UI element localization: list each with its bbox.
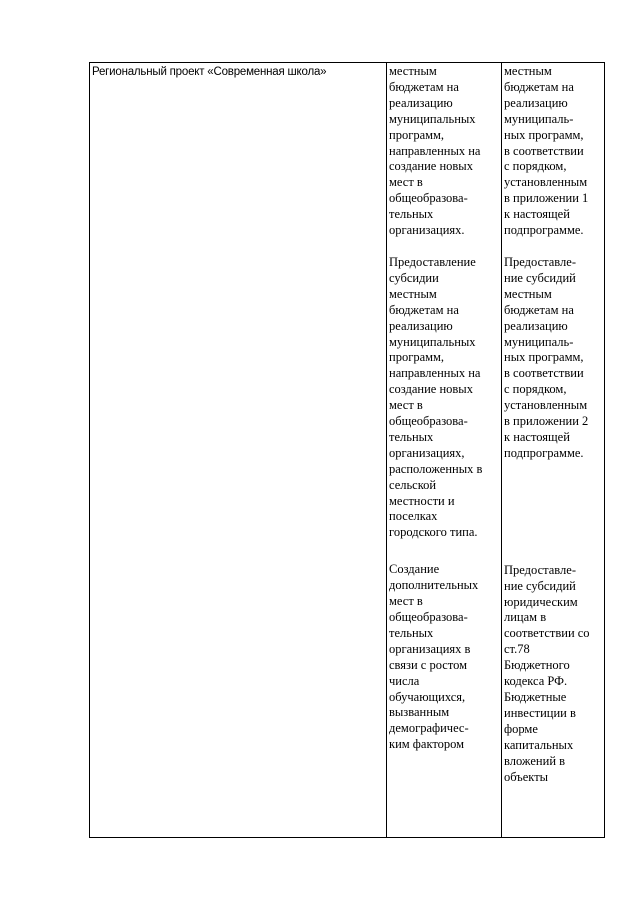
text-line: реализацию xyxy=(389,95,453,110)
text-line: ст.78 xyxy=(504,642,530,657)
text-line: муниципальных xyxy=(389,111,476,126)
text-line: подпрограмме. xyxy=(504,445,584,460)
text-line: направленных на xyxy=(389,143,481,158)
text-line: числа xyxy=(389,673,420,688)
text-line: соответствии со xyxy=(504,626,590,641)
text-line: подпрограмме. xyxy=(504,223,584,238)
text-line: юридическим xyxy=(504,594,578,609)
project-name-cell xyxy=(90,63,386,837)
text-line: тельных xyxy=(389,429,434,444)
mechanism-3-text xyxy=(504,563,604,786)
text-line: местным xyxy=(389,64,437,78)
subprogram-table xyxy=(89,62,605,838)
mechanism-1-text xyxy=(504,64,604,239)
text-line: вызванным xyxy=(389,705,450,720)
text-line: объекты xyxy=(504,769,549,784)
text-line: обучающихся, xyxy=(389,689,466,704)
mechanism-2-text xyxy=(504,255,604,462)
text-line: дополнительных xyxy=(389,578,479,593)
text-line: сельской xyxy=(389,477,437,492)
text-line: общеобразова- xyxy=(389,414,468,429)
text-line: бюджетам на xyxy=(389,302,459,317)
text-line: организациях в xyxy=(389,641,471,656)
text-line: создание новых xyxy=(389,159,473,174)
mechanism-cell xyxy=(502,63,606,837)
text-line: местным xyxy=(504,286,552,301)
text-line: Предоставле- xyxy=(504,562,576,577)
text-line: установленным xyxy=(504,175,588,190)
text-line: общеобразова- xyxy=(389,610,468,624)
text-line: к настоящей xyxy=(504,207,570,222)
text-line: связи с ростом xyxy=(389,657,468,672)
text-line: Бюджетного xyxy=(504,658,570,673)
text-line: местным xyxy=(389,286,437,301)
text-line: вложений в xyxy=(504,753,566,768)
text-line: муниципаль- xyxy=(504,111,574,126)
text-line: тельных xyxy=(389,207,434,222)
text-line: реализацию xyxy=(504,95,568,110)
measures-cell xyxy=(387,63,501,837)
text-line: демографичес- xyxy=(389,721,469,736)
text-line: Предоставление xyxy=(389,254,476,269)
text-line: организациях, xyxy=(389,445,465,460)
text-line: организациях. xyxy=(389,223,465,238)
text-line: с порядком, xyxy=(504,382,567,397)
text-line: ние субсидий xyxy=(504,578,576,593)
measure-1-text xyxy=(389,64,499,239)
measure-2-text xyxy=(389,255,499,541)
text-line: бюджетам на xyxy=(504,302,574,317)
text-line: Создание xyxy=(389,562,440,577)
text-line: муниципальных xyxy=(389,334,476,349)
text-line: Бюджетные xyxy=(504,690,567,704)
text-line: в соответствии xyxy=(504,366,584,381)
text-line: Предоставле- xyxy=(504,254,576,269)
text-line: бюджетам на xyxy=(389,79,459,94)
text-line: местным xyxy=(504,64,552,78)
text-line: форме xyxy=(504,721,538,736)
text-line: программ, xyxy=(389,350,445,365)
text-line: общеобразова- xyxy=(389,191,468,206)
text-line: кодекса РФ. xyxy=(504,674,568,689)
text-line: ким фактором xyxy=(389,737,465,752)
text-line: в приложении 2 xyxy=(504,414,589,429)
text-line: в соответствии xyxy=(504,143,584,158)
text-line: инвестиции в xyxy=(504,705,576,720)
text-line: к настоящей xyxy=(504,429,570,444)
text-line: мест в xyxy=(389,398,423,413)
text-line: мест в xyxy=(389,594,423,609)
text-line: реализацию xyxy=(389,318,453,333)
text-line: мест в xyxy=(389,175,423,190)
text-line: установленным xyxy=(504,398,588,413)
text-line: с порядком, xyxy=(504,159,567,174)
text-line: ных программ, xyxy=(504,127,584,142)
text-line: ных программ, xyxy=(504,350,584,365)
text-line: в приложении 1 xyxy=(504,191,589,206)
text-line: направленных на xyxy=(389,366,481,381)
text-line: местности и xyxy=(389,493,455,508)
text-line: программ, xyxy=(389,127,445,142)
text-line: бюджетам на xyxy=(504,79,574,94)
text-line: расположенных в xyxy=(389,461,483,476)
text-line: реализацию xyxy=(504,318,568,333)
project-name: Региональный проект «Современная школа» xyxy=(92,66,327,78)
text-line: муниципаль- xyxy=(504,334,574,349)
text-line: городского типа. xyxy=(389,525,478,540)
text-line: лицам в xyxy=(504,610,547,625)
text-line: субсидии xyxy=(389,270,439,285)
text-line: капитальных xyxy=(504,737,574,752)
text-line: поселках xyxy=(389,509,438,524)
measure-3-text xyxy=(389,562,499,753)
text-line: создание новых xyxy=(389,382,473,397)
text-line: тельных xyxy=(389,625,434,640)
text-line: ние субсидий xyxy=(504,270,576,285)
